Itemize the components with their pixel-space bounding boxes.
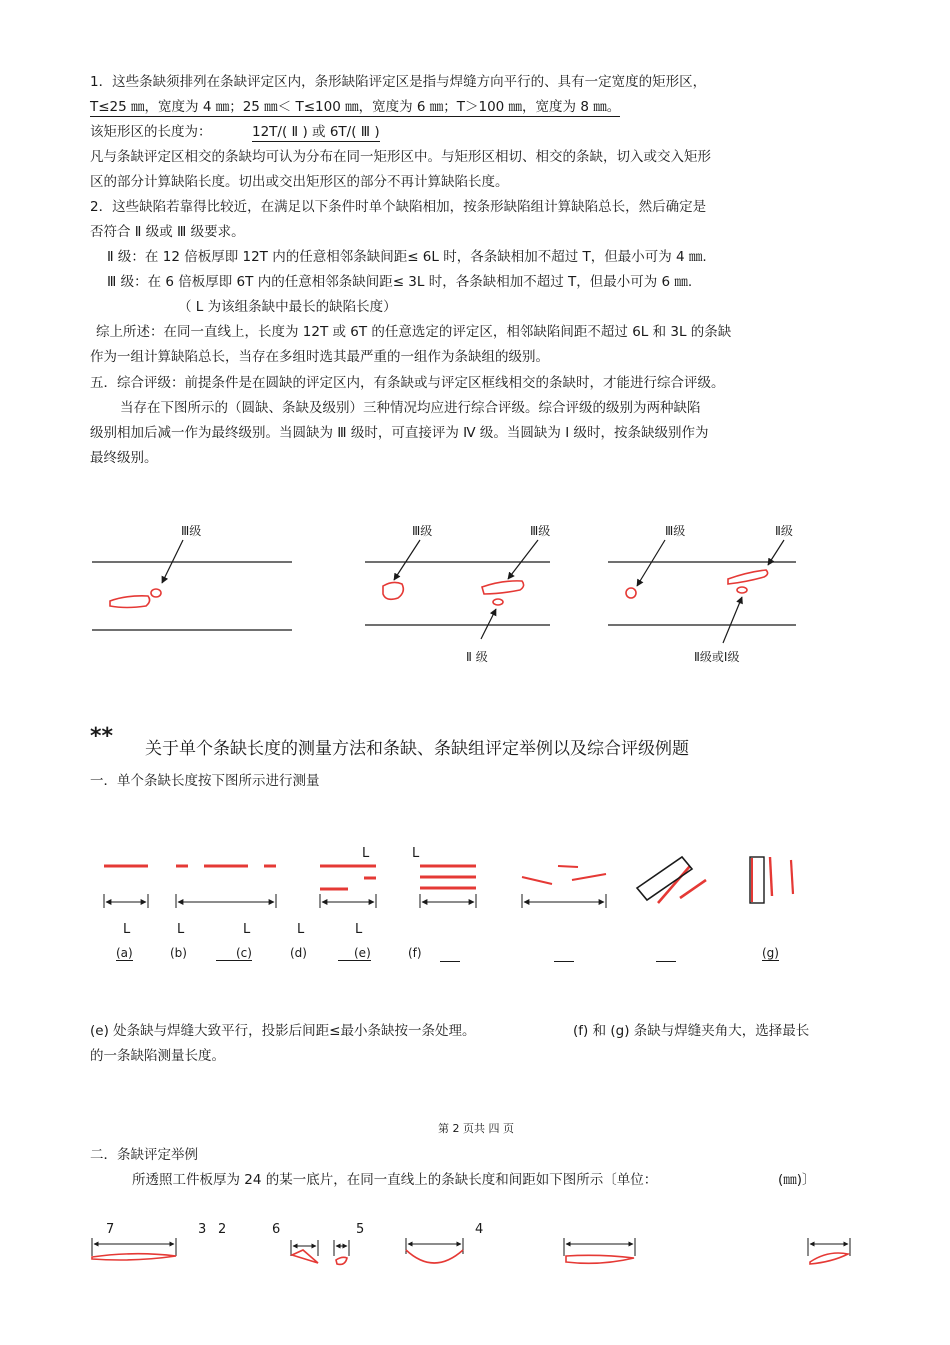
summary-line-2: 作为一组计算缺陷总长，当存在多组时选其最严重的一组作为条缺组的级别。	[90, 349, 549, 365]
summary-line-1: 综上所述：在同一直线上，长度为 12T 或 6T 的任意选定的评定区，相邻缺陷间距不超过 6L 和 3L 的条缺	[96, 324, 732, 340]
para-2-line-2: 否符合 Ⅱ 级或 Ⅲ 级要求。	[90, 224, 245, 240]
case-b-label-3: Ⅱ 级	[466, 650, 488, 664]
dimension-label: 4	[475, 1222, 484, 1237]
dimension-label: 7	[106, 1222, 115, 1237]
slag-4	[406, 1238, 463, 1263]
para-1-line-3b: 12T/( Ⅱ ) 或 6T/( Ⅲ )	[252, 124, 380, 140]
sec5-line-1: 五．综合评级：前提条件是在圆缺的评定区内，有条缺或与评定区框线相交的条缺时，才能进行综合评级。	[90, 375, 725, 391]
sec-one-title: 一．单个条缺长度按下图所示进行测量	[90, 773, 320, 789]
grade-3-rule: Ⅲ 级：在 6 倍板厚即 6T 内的任意相邻条缺间距≤ 3L 时，各条缺相加不超过 T，但最小可为 6 ㎜.	[107, 274, 693, 290]
page-number: 第 2 页共 四 页	[438, 1122, 514, 1135]
caption-a: (a)	[116, 946, 133, 960]
caption-g: (g)	[762, 946, 779, 960]
para-1-line-4: 凡与条缺评定区相交的条缺均可认为分布在同一矩形区中。与矩形区相切、相交的条缺，切入或交入矩形	[90, 149, 711, 165]
L-label: L	[297, 922, 305, 937]
section-heading: 关于单个条缺长度的测量方法和条缺、条缺组评定举例以及综合评级例题	[145, 739, 689, 759]
L-definition: （ L 为该组条缺中最长的缺陷长度）	[178, 299, 397, 315]
caption-c: (c)	[216, 946, 252, 961]
note-line-1b: (f) 和 (g) 条缺与焊缝夹角大，选择最长	[573, 1023, 810, 1039]
top-L-label-1: L	[362, 846, 370, 861]
L-label: L	[177, 922, 185, 937]
caption-d: (d)	[290, 946, 307, 960]
sec5-line-3: 级别相加后减一作为最终级别。当圆缺为 Ⅲ 级时，可直接评为 Ⅳ 级。当圆缺为 Ⅰ 级时，按条缺级别作为	[90, 425, 709, 441]
note-line-1a: (e) 处条缺与焊缝大致平行，投影后间距≤最小条缺按一条处理。	[90, 1023, 476, 1039]
dimension-label: 3	[198, 1222, 207, 1237]
para-1-line-5: 区的部分计算缺陷长度。切出或交出矩形区的部分不再计算缺陷长度。	[90, 174, 509, 190]
case-a-label: Ⅲ级	[181, 524, 202, 538]
sec5-line-2: 当存在下图所示的（圆缺、条缺及级别）三种情况均应进行综合评级。综合评级的级别为两种缺陷	[120, 400, 701, 416]
slag-1	[92, 1238, 176, 1260]
sec5-line-4: 最终级别。	[90, 450, 158, 466]
sec-two-title: 二．条缺评定举例	[90, 1147, 198, 1163]
para-1-line-3a: 该矩形区的长度为：	[90, 124, 212, 140]
caption-e: (e)	[338, 946, 371, 961]
sec-two-desc: 所透照工件板厚为 24 的某一底片，在同一直线上的条缺长度和间距如下图所示〔单位：	[132, 1172, 658, 1188]
slag-6	[808, 1238, 850, 1264]
L-label: L	[243, 922, 251, 937]
dimension-label: 6	[272, 1222, 281, 1237]
dimension-label: 5	[356, 1222, 365, 1237]
caption-b: (b)	[170, 946, 187, 960]
L-label: L	[355, 922, 363, 937]
grade-2-rule: Ⅱ 级：在 12 倍板厚即 12T 内的任意相邻条缺间距≤ 6L 时，各条缺相加不超过 T，但最小可为 4 ㎜.	[107, 249, 707, 265]
case-c-label-3: Ⅱ级或Ⅰ级	[694, 650, 740, 664]
note-line-2: 的一条缺陷测量长度。	[90, 1048, 225, 1064]
slag-5	[564, 1238, 635, 1263]
slag-2	[291, 1240, 318, 1263]
para-1-line-1: 1．这些条缺须排列在条缺评定区内，条形缺陷评定区是指与焊缝方向平行的、具有一定宽度的矩形区，	[90, 74, 707, 90]
dimension-label: 2	[218, 1222, 227, 1237]
para-2-line-1: 2．这些缺陷若靠得比较近，在满足以下条件时单个缺陷相加，按条形缺陷组计算缺陷总长，然后确定是	[90, 199, 707, 215]
case-b-label-1: Ⅲ级	[412, 524, 433, 538]
sec-two-unit: (㎜)〕	[778, 1172, 816, 1188]
L-label: L	[123, 922, 131, 937]
case-c-label-2: Ⅱ级	[775, 524, 793, 538]
case-c-label-1: Ⅲ级	[665, 524, 686, 538]
case-b-label-2: Ⅲ级	[530, 524, 551, 538]
heading-stars: **	[90, 724, 114, 749]
caption-f: (f)	[408, 946, 422, 960]
para-1-line-2: T≤25 ㎜，宽度为 4 ㎜；25 ㎜＜ T≤100 ㎜，宽度为 6 ㎜；T＞100 ㎜，宽度为 8 ㎜。	[90, 99, 621, 115]
top-L-label-2: L	[412, 846, 420, 861]
slag-3	[334, 1240, 349, 1264]
